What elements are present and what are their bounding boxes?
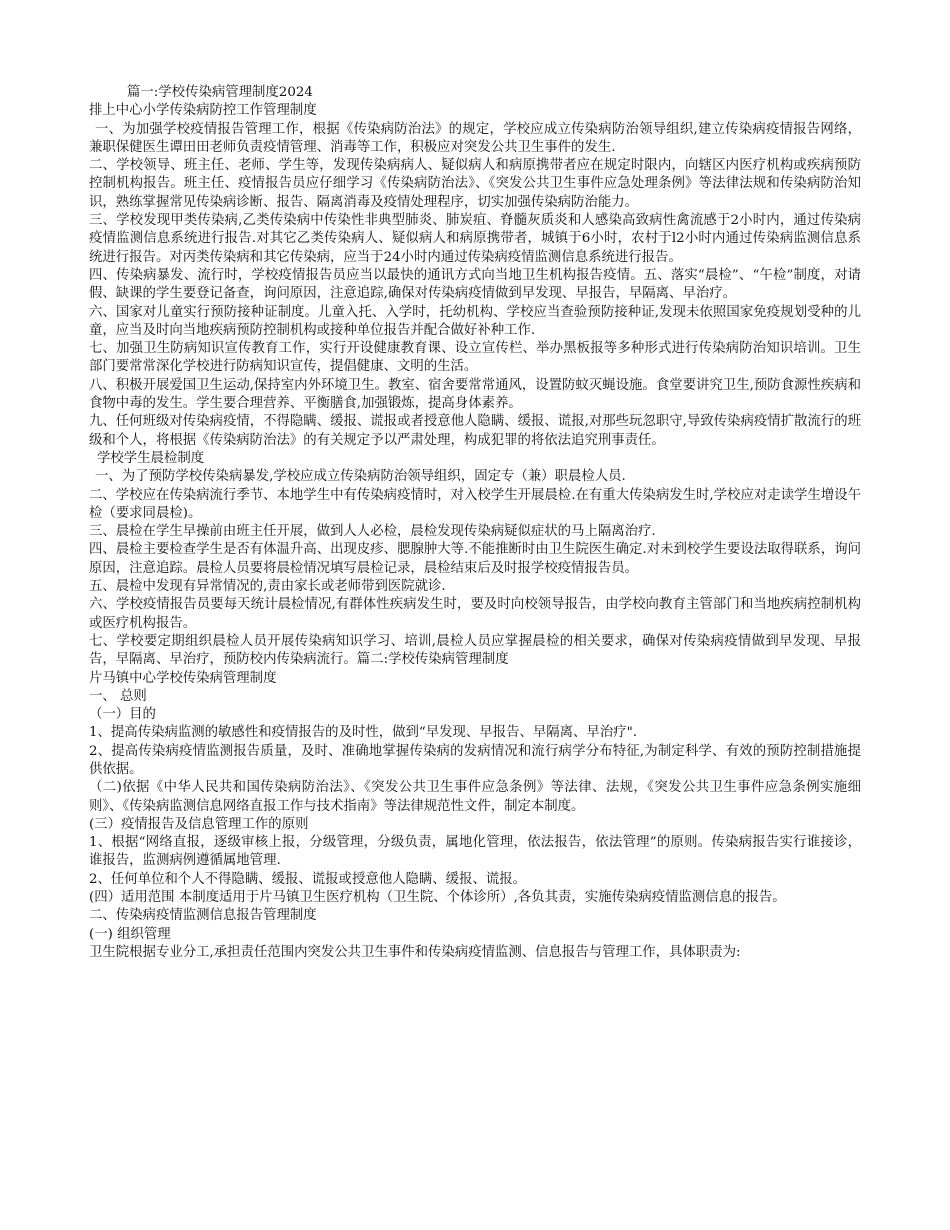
paragraph: 卫生院根据专业分工,承担责任范围内突发公共卫生事件和传染病疫情监测、信息报告与管理工作，具体职责为: <box>89 944 741 960</box>
paragraph: 2、任何单位和个人不得隐瞒、缓报、谎报或授意他人隐瞒、缓报、谎报。 <box>89 871 527 887</box>
paragraph: 九、任何班级对传染病疫情，不得隐瞒、缓报、谎报或者授意他人隐瞒、缓报、谎报,对那些玩忽职守,导致传染病疫情扩散流行的班级和个人，将根据《传染病防治法》的有关规定予以严肃处理，构成犯罪的将依法追究刑事责任。 <box>89 414 861 448</box>
paragraph: 一、为加强学校疫情报告管理工作，根据《传染病防治法》的规定，学校应成立传染病防治领导组织,建立传染病疫情报告网络，兼职保健医生谭田田老师负责疫情管理、消毒等工作，积极应对突发公共卫生事件的发生. <box>89 121 861 155</box>
paragraph: 八、积极开展爱国卫生运动,保持室内外环境卫生。教室、宿舍要常常通风，设置防蚊灭蝇设施。食堂要讲究卫生,预防食源性疾病和食物中毒的发生。学生要合理营养、平衡膳食,加强锻炼，提高身体素养。 <box>89 377 861 412</box>
paragraph: 五、晨检中发现有异常情况的,责由家长或老师带到医院就诊. <box>89 579 446 595</box>
paragraph: 三、学校发现甲类传染病,乙类传染病中传染性非典型肺炎、肺炭疽、脊髓灰质炎和人感染高致病性禽流感于2小时内，通过传染病疫情监测信息系统进行报告.对其它乙类传染病人、疑似病人和病原携带者，城镇于6小时，农村于l2小时内通过传染病监测信息系统进行报告。对丙类传染病和其它传染病，应当于24小时内通过传染病疫情监测信息系统进行报告。 <box>89 213 861 265</box>
paragraph: (三）疫情报告及信息管理工作的原则 <box>89 816 309 832</box>
paragraph: 二、学校领导、班主任、老师、学生等，发现传染病病人、疑似病人和病原携带者应在规定时限内，向辖区内医疗机构或疾病预防控制机构报告。班主任、疫情报告员应仔细学习《传染病防治法》、《突发公共卫生事件应急处理条例》等法律法规和传染病防治知识，熟练掌握常见传染病诊断、报告、隔离消毒及疫情处理程序，切实加强传染病防治能力。 <box>89 158 861 210</box>
paragraph: 一、 总则 <box>89 688 147 704</box>
paragraph: (一) 组织管理 <box>89 926 171 942</box>
paragraph: 2、提高传染病疫情监测报告质量，及时、准确地掌握传染病的发病情况和流行病学分布特征,为制定科学、有效的预防控制措施提供依据。 <box>89 743 861 777</box>
paragraph: 六、学校疫情报告员要每天统计晨检情况,有群体性疾病发生时，要及时向校领导报告，由学校向教育主管部门和当地疾病控制机构或医疗机构报告。 <box>89 597 861 631</box>
paragraph: 片马镇中心学校传染病管理制度 <box>89 670 277 686</box>
paragraph: 四、传染病暴发、流行时，学校疫情报告员应当以最快的通讯方式向当地卫生机构报告疫情。五、落实“晨检”、“午检”制度，对请假、缺课的学生要登记备查，询问原因，注意追踪,确保对传染病疫情做到早发现、早报告，早隔离、早治疗。 <box>89 267 861 302</box>
document-title: 篇一:学校传染病管理制度2024 <box>127 85 313 100</box>
paragraph: 六、国家对儿童实行预防接种证制度。儿童入托、入学时，托幼机构、学校应当查验预防接种证,发现未依照国家免疫规划受种的儿童，应当及时向当地疾病预防控制机构或接种单位报告并配合做好补种工作. <box>89 304 861 338</box>
paragraph: 二、传染病疫情监测信息报告管理制度 <box>89 908 317 924</box>
paragraph: （一）目的 <box>89 707 156 723</box>
paragraph: 七、加强卫生防病知识宣传教育工作，实行开设健康教育课、设立宣传栏、举办黑板报等多种形式进行传染病防治知识培训。卫生部门要常常深化学校进行防病知识宣传，提倡健康、文明的生活。 <box>89 341 861 375</box>
paragraph: 七、学校要定期组织晨检人员开展传染病知识学习、培训,晨检人员应掌握晨检的相关要求，确保对传染病疫情做到早发现、早报告，早隔离、早治疗，预防校内传染病流行。篇二:学校传染病管理制度 <box>89 633 861 668</box>
paragraph: （二)依据《中华人民共和国传染病防治法》、《突发公共卫生事件应急条例》等法律、法规，《突发公共卫生事件应急条例实施细则》、《传染病监测信息网络直报工作与技术指南》等法律规范性文件，制定本制度。 <box>89 780 861 814</box>
paragraph: 排上中心小学传染病防控工作管理制度 <box>89 103 317 119</box>
paragraph: 1、提高传染病监测的敏感性和疫情报告的及时性，做到“早发现、早报告、早隔离、早治疗". <box>89 725 638 741</box>
paragraph: 二、学校应在传染病流行季节、本地学生中有传染病疫情时，对入校学生开展晨检.在有重大传染病发生时,学校应对走读学生增设午检（要求同晨检)。 <box>89 487 861 521</box>
paragraph: 四、晨检主要检查学生是否有体温升高、出现皮疹、腮腺肿大等.不能推断时由卫生院医生确定.对未到校学生要设法取得联系，询问原因，注意追踪。晨检人员要将晨检情况填写晨检记录，晨检结束后及时报学校疫情报告员。 <box>89 542 861 576</box>
document-body <box>89 84 861 962</box>
paragraph: 1、根据“网络直报，逐级审核上报，分级管理，分级负责，属地化管理，依法报告，依法管理”的原则。传染病报告实行谁接诊，谁报告，监测病例遵循属地管理. <box>89 835 861 869</box>
paragraph: 一、为了预防学校传染病暴发,学校应成立传染病防治领导组织，固定专（兼）职晨检人员. <box>95 469 626 485</box>
paragraph: (四）适用范围 本制度适用于片马镇卫生医疗机构（卫生院、个体诊所）,各负其责，实施传染病疫情监测信息的报告。 <box>89 890 786 906</box>
paragraph: 三、晨检在学生早操前由班主任开展，做到人人必检，晨检发现传染病疑似症状的马上隔离治疗. <box>89 524 656 540</box>
paragraph: 学校学生晨检制度 <box>97 450 205 466</box>
